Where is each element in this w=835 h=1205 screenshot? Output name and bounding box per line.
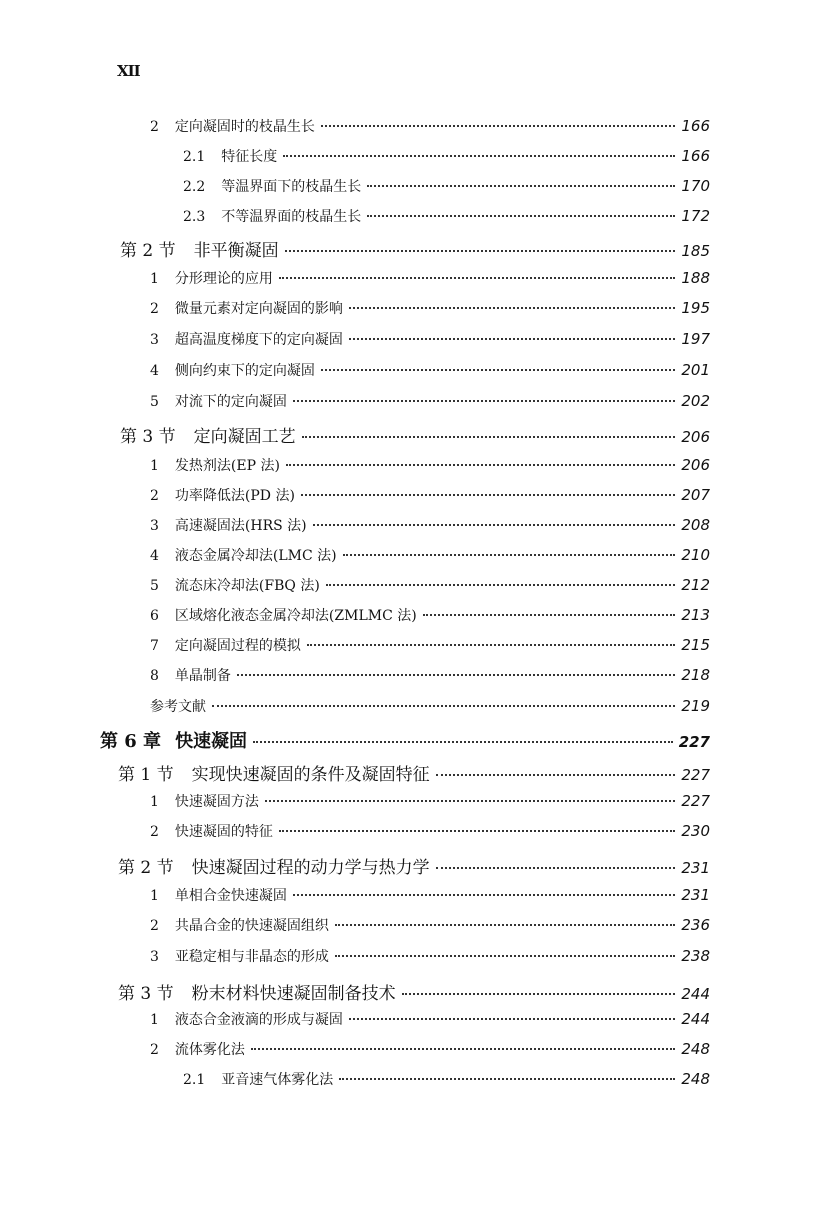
toc-entry-title: 液态合金液滴的形成与凝固 — [174, 1012, 343, 1028]
dot-leader — [343, 553, 676, 556]
toc-entry-title: 单晶制备 — [174, 668, 231, 684]
toc-entry-label — [150, 485, 295, 505]
toc-entry-page: 218 — [681, 666, 710, 684]
toc-entry-label — [150, 665, 231, 685]
dot-leader — [313, 523, 676, 526]
toc-entry-number: 第 1 节 — [118, 765, 174, 785]
toc-entry-label — [118, 760, 430, 785]
toc-entry-title: 定向凝固过程的模拟 — [174, 638, 301, 654]
toc-entry-label — [183, 176, 361, 196]
toc-entry-number: 4 — [150, 548, 159, 564]
toc-entry-page: 227 — [678, 733, 710, 751]
toc-entry-number: 3 — [150, 332, 159, 348]
toc-entry-title: 实现快速凝固的条件及凝固特征 — [191, 765, 430, 785]
toc-entry-page: 215 — [681, 636, 710, 654]
dot-leader — [326, 583, 676, 586]
toc-entry-label — [120, 236, 279, 261]
dot-leader — [251, 1047, 675, 1050]
toc-entry-label — [118, 853, 430, 878]
dot-leader — [367, 214, 675, 217]
toc-entry-number: 2 — [150, 301, 159, 317]
toc-entry[interactable] — [150, 515, 710, 539]
toc-entry[interactable] — [150, 116, 710, 140]
toc-entry[interactable] — [150, 791, 710, 815]
toc-entry-title: 流体雾化法 — [174, 1042, 245, 1058]
toc-entry-label — [150, 605, 417, 625]
toc-entry-number: 2.1 — [183, 1072, 206, 1088]
toc-entry[interactable] — [150, 665, 710, 689]
toc-entry-page: 185 — [681, 242, 710, 260]
toc-entry-title: 参考文献 — [150, 699, 206, 715]
toc-entry[interactable] — [150, 915, 710, 939]
toc-entry-page: 206 — [681, 428, 710, 446]
toc-entry-page: 219 — [681, 697, 710, 715]
dot-leader — [436, 866, 676, 869]
toc-entry-number: 4 — [150, 363, 159, 379]
toc-entry-title: 等温界面下的枝晶生长 — [221, 179, 362, 195]
dot-leader — [293, 399, 675, 402]
toc-entry-page: 172 — [681, 207, 710, 225]
toc-entry-label — [183, 206, 361, 226]
toc-entry-page: 170 — [681, 177, 710, 195]
toc-entry[interactable] — [150, 575, 710, 599]
toc-entry-title: 对流下的定向凝固 — [174, 394, 287, 410]
toc-entry-number: 7 — [150, 638, 159, 654]
dot-leader — [285, 249, 676, 252]
toc-entry-title: 亚稳定相与非晶态的形成 — [174, 949, 329, 965]
toc-entry-label — [150, 946, 329, 966]
dot-leader — [335, 954, 675, 957]
toc-entry[interactable] — [150, 455, 710, 479]
toc-entry[interactable] — [150, 391, 710, 415]
toc-entry-page: 227 — [681, 792, 710, 810]
toc-entry-label — [150, 391, 287, 411]
toc-entry-title: 流态床冷却法(FBQ 法) — [174, 578, 320, 594]
toc-entry-label — [150, 515, 307, 535]
toc-entry-title: 粉末材料快速凝固制备技术 — [191, 984, 396, 1004]
toc-entry-label — [118, 979, 396, 1004]
toc-entry-label — [150, 791, 259, 811]
toc-entry-title: 定向凝固时的枝晶生长 — [174, 119, 315, 135]
dot-leader — [335, 923, 675, 926]
toc-entry-page: 230 — [681, 822, 710, 840]
toc-entry-title: 分形理论的应用 — [174, 271, 273, 287]
dot-leader — [321, 124, 675, 127]
toc-entry-label — [150, 268, 273, 288]
toc-entry-number: 2 — [150, 918, 159, 934]
toc-entry-number: 5 — [150, 578, 159, 594]
dot-leader — [279, 276, 675, 279]
toc-entry-page: 248 — [681, 1070, 710, 1088]
toc-entry[interactable] — [120, 236, 710, 260]
dot-leader — [367, 184, 675, 187]
toc-entry[interactable] — [150, 485, 710, 509]
toc-entry-title: 侧向约束下的定向凝固 — [174, 363, 315, 379]
toc-entry-label — [150, 915, 329, 935]
toc-entry[interactable] — [100, 727, 710, 751]
toc-entry-number: 2 — [150, 488, 159, 504]
toc-entry-page: 231 — [681, 859, 710, 877]
toc-entry-number: 2 — [150, 824, 159, 840]
dot-leader — [423, 613, 676, 616]
toc-entry-page: 207 — [681, 486, 710, 504]
toc-entry-label — [150, 696, 206, 716]
toc-entry-number: 6 — [150, 608, 159, 624]
toc-entry-page: 238 — [681, 947, 710, 965]
toc-entry-label — [150, 545, 337, 565]
dot-leader — [436, 773, 676, 776]
toc-entry-number: 第 2 节 — [120, 241, 176, 261]
dot-leader — [279, 829, 675, 832]
toc-entry-label — [150, 329, 343, 349]
toc-entry[interactable] — [150, 360, 710, 384]
toc-entry-title: 不等温界面的枝晶生长 — [221, 209, 362, 225]
toc-entry-page: 197 — [681, 330, 710, 348]
toc-entry[interactable] — [183, 1069, 710, 1093]
toc-entry-title: 共晶合金的快速凝固组织 — [174, 918, 329, 934]
toc-entry-number: 2 — [150, 119, 159, 135]
toc-entry-label — [150, 885, 287, 905]
toc-entry-title: 高速凝固法(HRS 法) — [174, 518, 307, 534]
toc-entry[interactable] — [118, 760, 710, 784]
toc-entry-title: 特征长度 — [221, 149, 278, 165]
dot-leader — [302, 435, 676, 438]
toc-entry-title: 亚音速气体雾化法 — [221, 1072, 334, 1088]
toc-entry-label — [150, 116, 315, 136]
toc-entry[interactable] — [150, 885, 710, 909]
toc-entry-page: 210 — [681, 546, 710, 564]
toc-entry-number: 3 — [150, 518, 159, 534]
toc-entry-page: 244 — [681, 985, 710, 1003]
dot-leader — [293, 893, 675, 896]
toc-entry-title: 非平衡凝固 — [193, 241, 279, 261]
toc-entry[interactable] — [150, 545, 710, 569]
toc-entry-number: 2.2 — [183, 179, 206, 195]
toc-entry[interactable] — [150, 298, 710, 322]
toc-entry-label — [120, 422, 296, 447]
toc-entry-page: 244 — [681, 1010, 710, 1028]
toc-entry-title: 区域熔化液态金属冷却法(ZMLMC 法) — [174, 608, 417, 624]
toc-entry-label — [183, 1069, 333, 1089]
toc-entry-page: 195 — [681, 299, 710, 317]
toc-entry-number: 3 — [150, 949, 159, 965]
toc-entry-page: 208 — [681, 516, 710, 534]
toc-entry-number: 1 — [150, 1012, 159, 1028]
dot-leader — [283, 154, 675, 157]
dot-leader — [402, 992, 676, 995]
dot-leader — [349, 1017, 675, 1020]
toc-entry-label — [150, 1009, 343, 1029]
toc-entry-page: 202 — [681, 392, 710, 410]
toc-entry-label — [100, 727, 247, 753]
toc-entry[interactable] — [150, 605, 710, 629]
toc-entry[interactable] — [183, 146, 710, 170]
toc-entry-number: 1 — [150, 458, 159, 474]
toc-entry-page: 236 — [681, 916, 710, 934]
toc-entry-label — [150, 821, 273, 841]
dot-leader — [321, 368, 675, 371]
toc-entry-number: 8 — [150, 668, 159, 684]
toc-entry-number: 第 3 节 — [120, 427, 176, 447]
toc-entry-number: 1 — [150, 271, 159, 287]
toc-entry[interactable] — [118, 979, 710, 1003]
toc-entry[interactable] — [150, 268, 710, 292]
toc-entry[interactable] — [183, 206, 710, 230]
dot-leader — [307, 643, 675, 646]
toc-entry-number: 1 — [150, 794, 159, 810]
toc-entry-number: 2 — [150, 1042, 159, 1058]
toc-entry-page: 188 — [681, 269, 710, 287]
toc-entry-page: 213 — [681, 606, 710, 624]
toc-entry-title: 发热剂法(EP 法) — [174, 458, 280, 474]
dot-leader — [253, 740, 673, 743]
page-number: XII — [117, 62, 140, 80]
toc-entry-title: 快速凝固的特征 — [174, 824, 273, 840]
toc-entry-page: 166 — [681, 117, 710, 135]
dot-leader — [286, 463, 675, 466]
toc-entry-page: 206 — [681, 456, 710, 474]
toc-entry-page: 212 — [681, 576, 710, 594]
toc-entry-number: 2.1 — [183, 149, 206, 165]
toc-entry-label — [150, 635, 301, 655]
toc-entry-page: 231 — [681, 886, 710, 904]
toc-entry-label — [150, 455, 280, 475]
toc-entry-title: 快速凝固过程的动力学与热力学 — [191, 858, 430, 878]
toc-entry-label — [150, 575, 320, 595]
toc-entry-number: 5 — [150, 394, 159, 410]
dot-leader — [301, 493, 675, 496]
toc-entry-number: 第 3 节 — [118, 984, 174, 1004]
toc-entry-number: 第 2 节 — [118, 858, 174, 878]
toc-entry[interactable] — [183, 176, 710, 200]
toc-entry[interactable] — [150, 329, 710, 353]
toc-entry[interactable] — [120, 422, 710, 446]
toc-entry-label — [150, 298, 343, 318]
dot-leader — [265, 799, 675, 802]
dot-leader — [212, 704, 675, 707]
toc-entry-page: 248 — [681, 1040, 710, 1058]
toc-entry[interactable] — [150, 1009, 710, 1033]
toc-entry-title: 功率降低法(PD 法) — [174, 488, 295, 504]
toc-entry-page: 166 — [681, 147, 710, 165]
toc-entry[interactable] — [150, 696, 710, 720]
toc-entry-title: 快速凝固 — [175, 731, 248, 752]
toc-entry-title: 超高温度梯度下的定向凝固 — [174, 332, 343, 348]
toc-entry[interactable] — [118, 853, 710, 877]
toc-entry-title: 单相合金快速凝固 — [174, 888, 287, 904]
toc-entry-label — [183, 146, 277, 166]
toc-entry[interactable] — [150, 1039, 710, 1063]
toc-entry[interactable] — [150, 821, 710, 845]
toc-entry-title: 液态金属冷却法(LMC 法) — [174, 548, 337, 564]
toc-entry-page: 201 — [681, 361, 710, 379]
toc-entry-title: 微量元素对定向凝固的影响 — [174, 301, 343, 317]
dot-leader — [349, 306, 675, 309]
toc-entry[interactable] — [150, 946, 710, 970]
dot-leader — [237, 673, 675, 676]
toc-entry[interactable] — [150, 635, 710, 659]
toc-entry-label — [150, 1039, 245, 1059]
toc-entry-number: 第 6 章 — [100, 731, 162, 752]
toc-entry-page: 227 — [681, 766, 710, 784]
toc-entry-title: 定向凝固工艺 — [193, 427, 296, 447]
toc-entry-number: 1 — [150, 888, 159, 904]
dot-leader — [339, 1077, 675, 1080]
toc-entry-number: 2.3 — [183, 209, 206, 225]
dot-leader — [349, 337, 675, 340]
toc-entry-title: 快速凝固方法 — [174, 794, 259, 810]
toc-entry-label — [150, 360, 315, 380]
